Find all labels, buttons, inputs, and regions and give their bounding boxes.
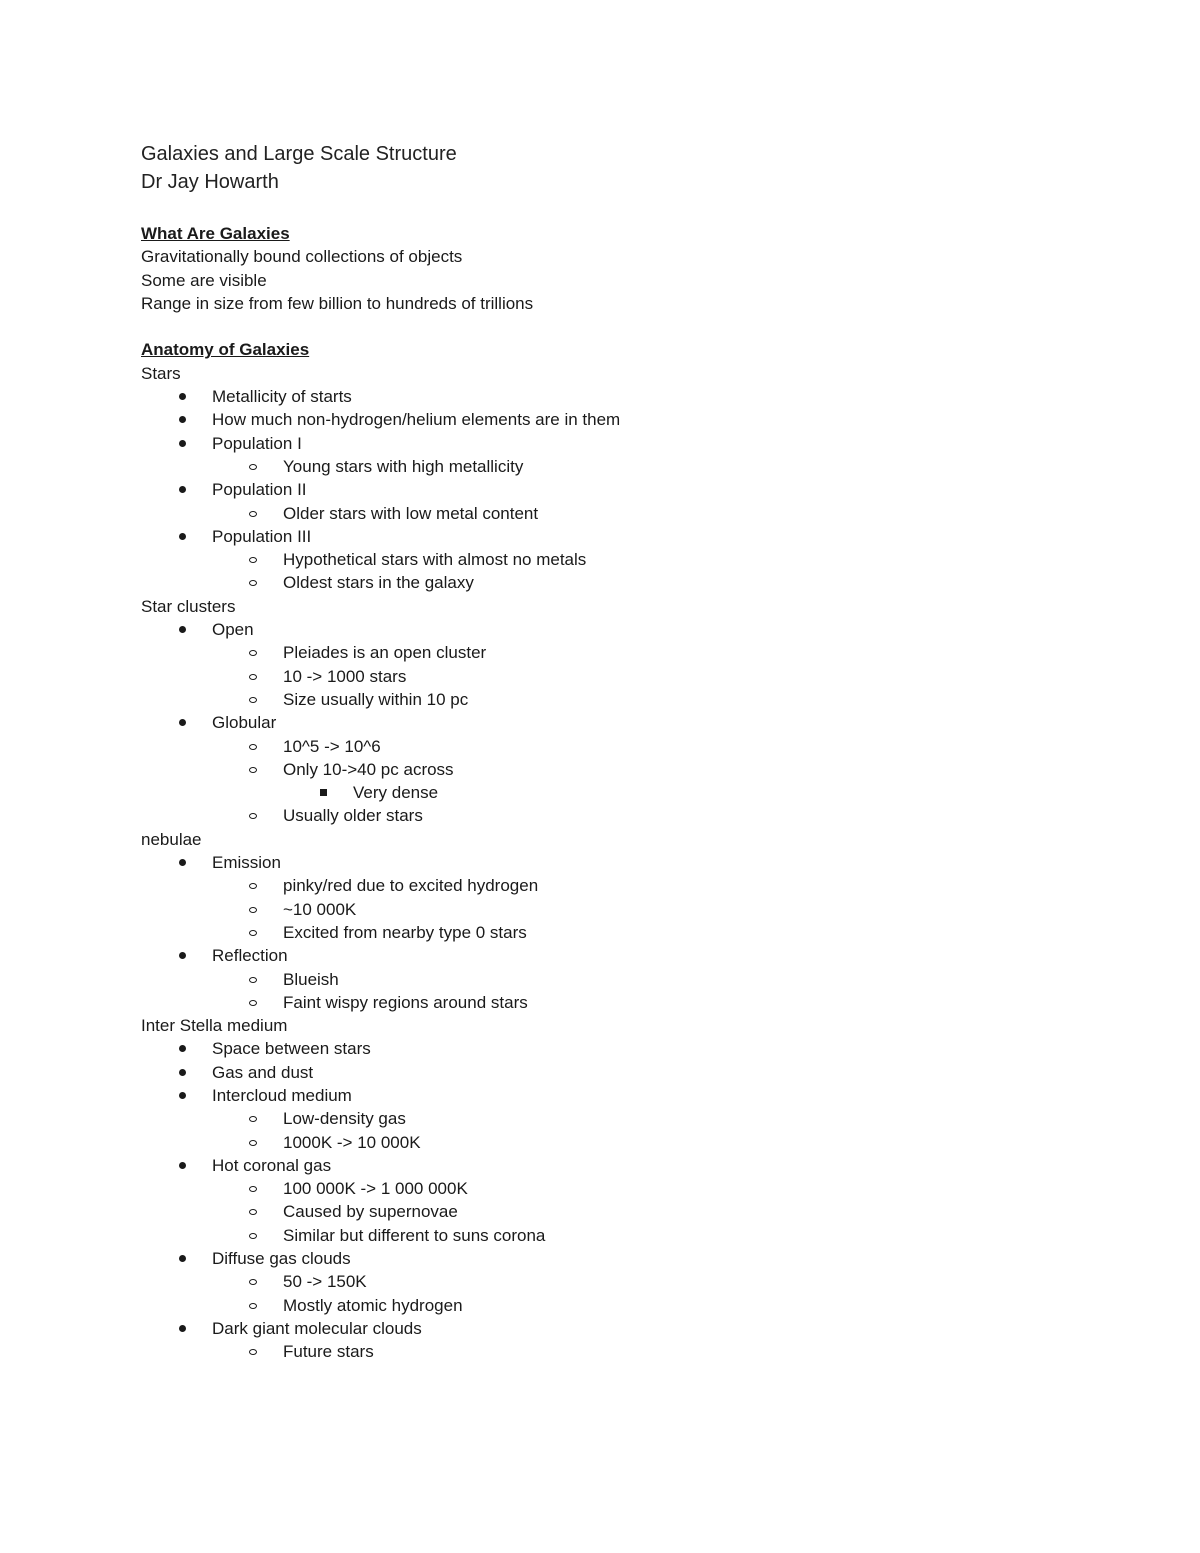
bullet-circle-icon xyxy=(243,1200,263,1223)
text-line: Gravitationally bound collections of objects xyxy=(141,247,463,267)
list-item: Blueish xyxy=(141,968,1101,991)
bullet-circle-icon xyxy=(243,735,263,758)
list-item: Reflection xyxy=(141,944,1101,967)
bullet-circle-icon xyxy=(243,1340,263,1363)
list-item: Young stars with high metallicity xyxy=(141,455,1101,478)
bullet-circle-icon xyxy=(243,1177,263,1200)
list-item: Emission xyxy=(141,851,1101,874)
bullet-circle-icon xyxy=(243,1270,263,1293)
list-item: Pleiades is an open cluster xyxy=(141,641,1101,664)
bullet-circle-icon xyxy=(243,1107,263,1130)
bullet-circle-icon xyxy=(243,921,263,944)
list-item: Intercloud medium xyxy=(141,1084,1101,1107)
list-item: Low-density gas xyxy=(141,1107,1101,1130)
list-item: Oldest stars in the galaxy xyxy=(141,571,1101,594)
list-item: Population II xyxy=(141,478,1101,501)
list-item: Only 10->40 pc across xyxy=(141,758,1101,781)
list-item: Older stars with low metal content xyxy=(141,502,1101,525)
list-item: How much non-hydrogen/helium elements are in them xyxy=(141,408,1101,431)
list-item: Gas and dust xyxy=(141,1061,1101,1084)
bullet-circle-icon xyxy=(243,641,263,664)
bullet-circle-icon xyxy=(243,758,263,781)
text-line: Some are visible xyxy=(141,270,267,290)
list-item: Population I xyxy=(141,432,1101,455)
list-item: Usually older stars xyxy=(141,804,1101,827)
bullet-circle-icon xyxy=(243,455,263,478)
bullet-circle-icon xyxy=(243,874,263,897)
section-heading-anatomy: Anatomy of Galaxies xyxy=(141,340,310,360)
list-item: Dark giant molecular clouds xyxy=(141,1317,1101,1340)
list-item: pinky/red due to excited hydrogen xyxy=(141,874,1101,897)
list-item: Very dense xyxy=(141,781,1101,804)
bullet-circle-icon xyxy=(243,898,263,921)
bullet-dot-icon xyxy=(172,851,192,874)
bullet-circle-icon xyxy=(243,1294,263,1317)
list-item: Open xyxy=(141,618,1101,641)
list-item: Space between stars xyxy=(141,1037,1101,1060)
bullet-dot-icon xyxy=(172,1061,192,1084)
group-label-nebulae: nebulae xyxy=(141,829,202,849)
list-item: Hot coronal gas xyxy=(141,1154,1101,1177)
bullet-circle-icon xyxy=(243,1224,263,1247)
bullet-dot-icon xyxy=(172,432,192,455)
bullet-circle-icon xyxy=(243,665,263,688)
bullet-dot-icon xyxy=(172,1247,192,1270)
document-author: Dr Jay Howarth xyxy=(141,171,279,193)
bullet-dot-icon xyxy=(172,478,192,501)
list-item: 10^5 -> 10^6 xyxy=(141,735,1101,758)
list-item: Population III xyxy=(141,525,1101,548)
bullet-dot-icon xyxy=(172,1037,192,1060)
bullet-dot-icon xyxy=(172,618,192,641)
list-item: Excited from nearby type 0 stars xyxy=(141,921,1101,944)
bullet-dot-icon xyxy=(172,1154,192,1177)
document-title: Galaxies and Large Scale Structure xyxy=(141,143,457,165)
bullet-circle-icon xyxy=(243,688,263,711)
bullet-dot-icon xyxy=(172,711,192,734)
bullet-circle-icon xyxy=(243,991,263,1014)
list-item: 100 000K -> 1 000 000K xyxy=(141,1177,1101,1200)
list-item: Similar but different to suns corona xyxy=(141,1224,1101,1247)
bullet-dot-icon xyxy=(172,525,192,548)
list-item: Mostly atomic hydrogen xyxy=(141,1294,1101,1317)
list-item: Hypothetical stars with almost no metals xyxy=(141,548,1101,571)
list-item: Globular xyxy=(141,711,1101,734)
group-label-star-clusters: Star clusters xyxy=(141,596,236,616)
list-item: Size usually within 10 pc xyxy=(141,688,1101,711)
bullet-circle-icon xyxy=(243,968,263,991)
list-item: Future stars xyxy=(141,1340,1101,1363)
list-item: Caused by supernovae xyxy=(141,1200,1101,1223)
group-label-stars: Stars xyxy=(141,363,181,383)
list-item: Faint wispy regions around stars xyxy=(141,991,1101,1014)
bullet-circle-icon xyxy=(243,1131,263,1154)
document-page xyxy=(141,140,1101,1364)
list-item: 10 -> 1000 stars xyxy=(141,665,1101,688)
list-item: ~10 000K xyxy=(141,898,1101,921)
list-item: 50 -> 150K xyxy=(141,1270,1101,1293)
list-item: Diffuse gas clouds xyxy=(141,1247,1101,1270)
section-heading-what-are-galaxies: What Are Galaxies xyxy=(141,224,290,243)
bullet-circle-icon xyxy=(243,804,263,827)
bullet-dot-icon xyxy=(172,944,192,967)
bullet-circle-icon xyxy=(243,502,263,525)
bullet-dot-icon xyxy=(172,408,192,431)
bullet-dot-icon xyxy=(172,385,192,408)
bullet-dot-icon xyxy=(172,1317,192,1340)
group-label-interstellar-medium: Inter Stella medium xyxy=(141,1016,288,1036)
list-item: Metallicity of starts xyxy=(141,385,1101,408)
bullet-circle-icon xyxy=(243,571,263,594)
text-line: Range in size from few billion to hundreds of trillions xyxy=(141,293,534,313)
bullet-dot-icon xyxy=(172,1084,192,1107)
bullet-circle-icon xyxy=(243,548,263,571)
list-item: 1000K -> 10 000K xyxy=(141,1131,1101,1154)
bullet-square-icon xyxy=(313,781,333,804)
